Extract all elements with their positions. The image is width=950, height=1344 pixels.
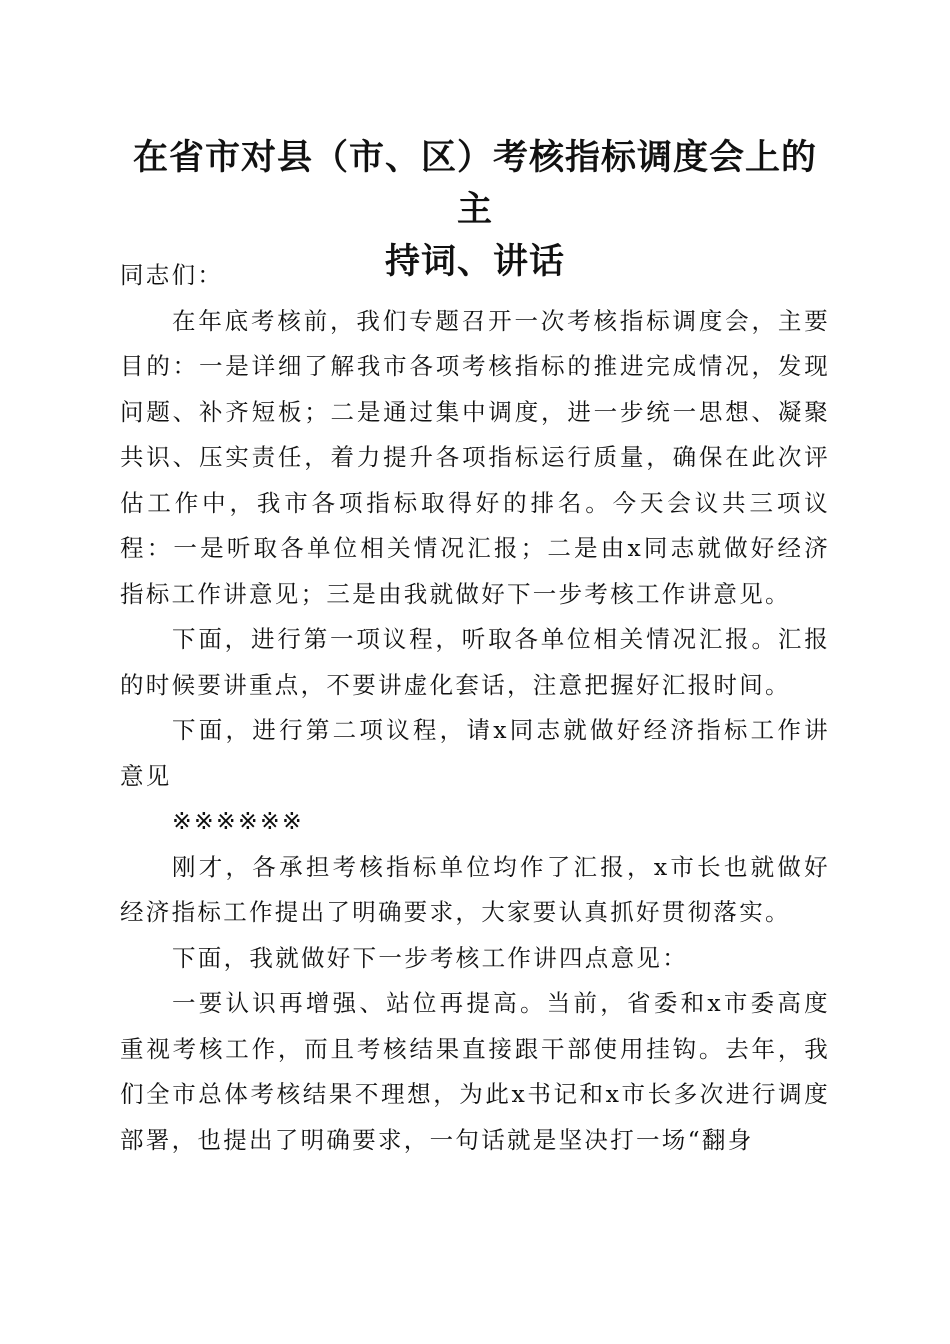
- paragraph-four-points-intro: 下面，我就做好下一步考核工作讲四点意见：: [172, 943, 688, 972]
- paragraph-meeting-purpose: 在年底考核前，我们专题召开一次考核指标调度会，主要目的：一是详细了解我市各项考核指标的推进完成情况，发现问题、补齐短板；二是通过集中调度，进一步统一思想、凝聚共识、压实责任，着力提升各项指标运行质量，确保在此次评估工作中，我市各项指标取得好的排名。今天会议共三项议程：一是听取各单位相关情况汇报；二是由x同志就做好经济指标工作讲意见；三是由我就做好下一步考核工作讲意见。: [120, 306, 830, 608]
- title-line-1: 在省市对县（市、区）考核指标调度会上的主: [132, 137, 817, 230]
- salutation: 同志们：: [120, 261, 224, 289]
- paragraph-agenda-item-2: 下面，进行第二项议程，请x同志就做好经济指标工作讲意见: [120, 716, 830, 790]
- title-line-2: 持词、讲话: [384, 241, 565, 282]
- document-body: [120, 253, 830, 1163]
- section-separator: ※※※※※※: [172, 807, 304, 835]
- paragraph-summary: 刚才，各承担考核指标单位均作了汇报，x市长也就做好经济指标工作提出了明确要求，大家要认真抓好贯彻落实。: [120, 852, 830, 926]
- paragraph-point-1: 一要认识再增强、站位再提高。当前，省委和x市委高度重视考核工作，而且考核结果直接跟干部使用挂钩。去年，我们全市总体考核结果不理想，为此x书记和x市长多次进行调度部署，也提出了明确要求，一句话就是坚决打一场“翻身: [120, 989, 830, 1154]
- paragraph-agenda-item-1: 下面，进行第一项议程，听取各单位相关情况汇报。汇报的时候要讲重点，不要讲虚化套话，注意把握好汇报时间。: [120, 625, 830, 699]
